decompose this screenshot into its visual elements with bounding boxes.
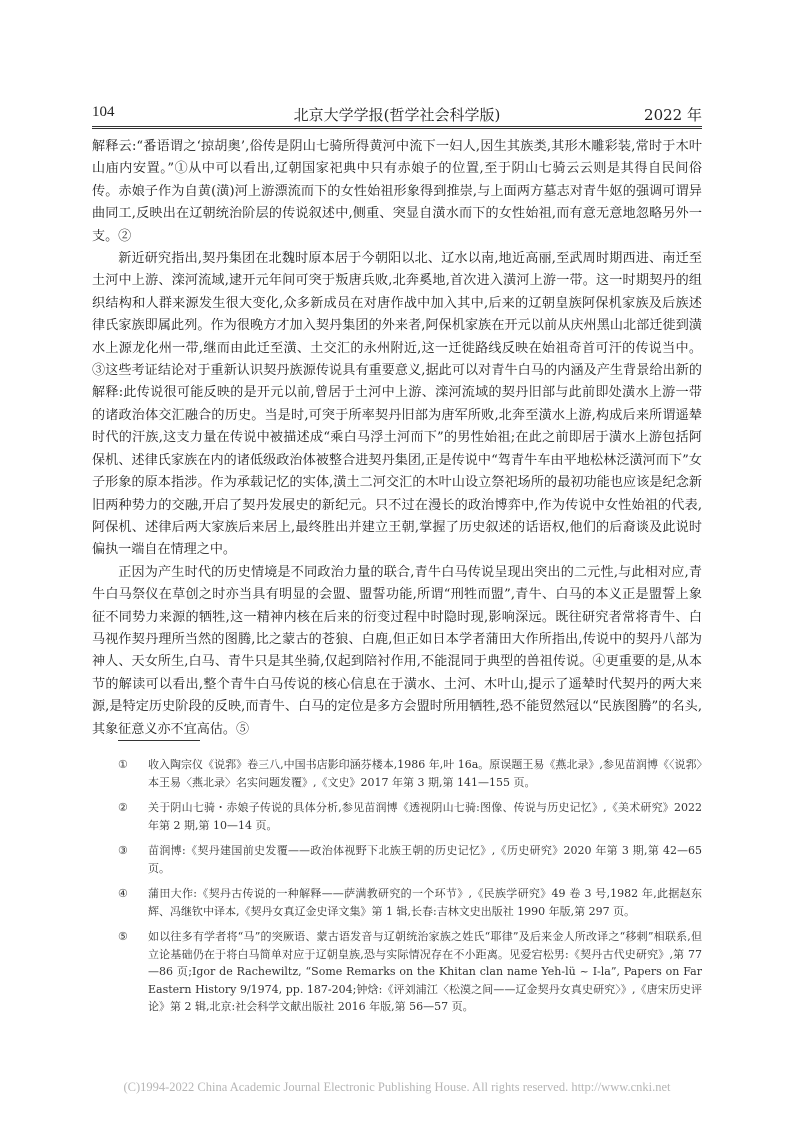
header-rule-bottom [92,128,702,129]
footnote [118,756,702,791]
footnote-mark: ② [118,801,128,814]
footnote-mark: ③ [118,844,128,857]
paragraph: 正因为产生时代的历史情境是不同政治力量的联合,青牛白马传说呈现出突出的二元性,与此相对应,青牛白马祭仪在草创之时亦当具有明显的会盟、盟誓功能,所谓“刑牲而盟”,青牛、白马的本义正是盟誓上象征不同势力来源的牺牲,这一精神内核在后来的衍变过程中时隐时现,影响深远。既往研究者常将青牛、白马视作契丹理所当然的图腾,比之蒙古的苍狼、白鹿,但正如日本学者蒲田大作所指出,传说中的契丹八部为神人、天女所生,白马、青牛只是其坐骑,仅起到陪衬作用,不能混同于典型的兽祖传说。④更重要的是,从本节的解读可以看出,整个青牛白马传说的核心信息在于潢水、土河、木叶山,提示了遥辇时代契丹的两大来源,是特定历史阶段的反映,而青牛、白马的定位是多方会盟时所用牺牲,恐不能贸然冠以“民族图腾”的名头,其象征意义亦不宜高估。⑤ [92,564,702,737]
paragraph: 解释云:“番语谓之‘掠胡奥’,俗传是阴山七骑所得黄河中流下一妇人,因生其族类,其形木雕彩装,常时于木叶山庙内安置。”①从中可以看出,辽朝国家祀典中只有赤娘子的位置,至于阴山七骑云云则是其得自民间俗传。赤娘子作为自黄(潢)河上游漂流而下的女性始祖形象得到推崇,与上面两方墓志对青牛妪的强调可谓异曲同工,反映出在辽朝统治阶层的传说叙述中,侧重、突显自潢水而下的女性始祖,而有意无意地忽略另外一支。② [92,139,702,244]
main-text [92,136,702,741]
footnote-mark: ④ [118,887,128,900]
footnote [118,842,702,877]
footnote-text: 如以往多有学者将“马”的突厥语、蒙古语发音与辽朝统治家族之姓氏“耶律”及后来金人所改译之“移剌”相联系,但立论基础仍在于将白马简单对应于辽朝皇族,恐与实际情况存在不小距离。见爱宕松男:《契丹古代史研究》,第 77—86 页;Igor de Rachewiltz, “Some Remarks on the Khitan clan name Yeh-lü ~ I-la”, Papers on Far Eastern History 9/1974, pp. 187-204;钟焓:《评刘浦江〈松漠之间——辽金契丹女真史研究〉》,《唐宋历史评论》第 2 辑,北京:社会科学文献出版社 2016 年版,第 56—57 页。 [148,930,702,1013]
footnote-separator [118,740,200,741]
footnotes [118,756,702,1024]
footnote [118,799,702,834]
footnote-text: 收入陶宗仪《说郛》卷三八,中国书店影印涵芬楼本,1986 年,叶 16a。原误题王易《燕北录》,参见苗润博《〈说郛〉本王易〈燕北录〉名实问题发覆》,《文史》2017 年第 3 期,第 141—155 页。 [148,758,702,789]
footnote-text: 蒲田大作:《契丹古传说的一种解释——萨满教研究的一个环节》,《民族学研究》49 卷 3 号,1982 年,此据赵东辉、冯继钦中译本,《契丹女真辽金史译文集》第 1 辑,长春:吉林文史出版社 1990 年版,第 297 页。 [148,887,702,918]
paragraph: 新近研究指出,契丹集团在北魏时原本居于今朝阳以北、辽水以南,地近高丽,至武周时期西进、南迁至土河中上游、滦河流域,逮开元年间可突于叛唐兵败,北奔奚地,首次进入潢河上游一带。这一时期契丹的组织结构和人群来源发生很大变化,众多新成员在对唐作战中加入其中,后来的辽朝皇族阿保机家族及后族述律氏家族即属此列。作为很晚方才加入契丹集团的外来者,阿保机家族在开元以前从庆州黑山北部迁徙到潢水上源龙化州一带,继而由此迁至潢、土交汇的永州附近,这一迁徙路线反映在始祖奇首可汗的传说当中。③这些考证结论对于重新认识契丹族源传说具有重要意义,据此可以对青牛白马的内涵及产生背景给出新的解释:此传说很可能反映的是开元以前,曾居于土河中上游、滦河流域的契丹旧部与此前即处潢水上游一带的诸政治体交汇融合的历史。当是时,可突于所率契丹旧部为唐军所败,北奔至潢水上游,构成后来所谓遥辇时代的汗族,这支力量在传说中被描述成“乘白马浮土河而下”的男性始祖;在此之前即居于潢水上游包括阿保机、述律氏家族在内的诸低级政治体被整合进契丹集团,正是传说中“驾青牛车由平地松林泛潢河而下”女子形象的原本指涉。作为承载记忆的实体,潢土二河交汇的木叶山设立祭祀场所的最初功能也应该是纪念新旧两种势力的交融,开启了契丹发展史的新纪元。只不过在漫长的政治博弈中,作为传说中女性始祖的代表,阿保机、述律后两大家族后来居上,最终胜出并建立王朝,掌握了历史叙述的话语权,他们的后裔谈及此说时偏执一端自在情理之中。 [92,251,702,558]
footnote-mark: ⑤ [118,930,128,943]
journal-title: 北京大学学报(哲学社会科学版) [293,106,501,124]
header-rule-top [92,126,702,127]
publication-year: 2022 年 [644,106,702,124]
footnote-text: 关于阴山七骑・赤娘子传说的具体分析,参见苗润博《透视阴山七骑:图像、传说与历史记忆》,《美术研究》2022 年第 2 期,第 10—14 页。 [148,801,702,832]
footnote [118,885,702,920]
page-header [92,104,702,126]
footnote [118,928,702,1016]
footnote-text: 苗润博:《契丹建国前史发覆——政治体视野下北族王朝的历史记忆》,《历史研究》2020 年第 3 期,第 42—65 页。 [148,844,702,875]
footnote-mark: ① [118,758,128,771]
copyright-notice: (C)1994-2022 China Academic Journal Electronic Publishing House. All rights reserved. http://www.cnki.net [123,1080,671,1094]
page-number: 104 [92,104,115,120]
